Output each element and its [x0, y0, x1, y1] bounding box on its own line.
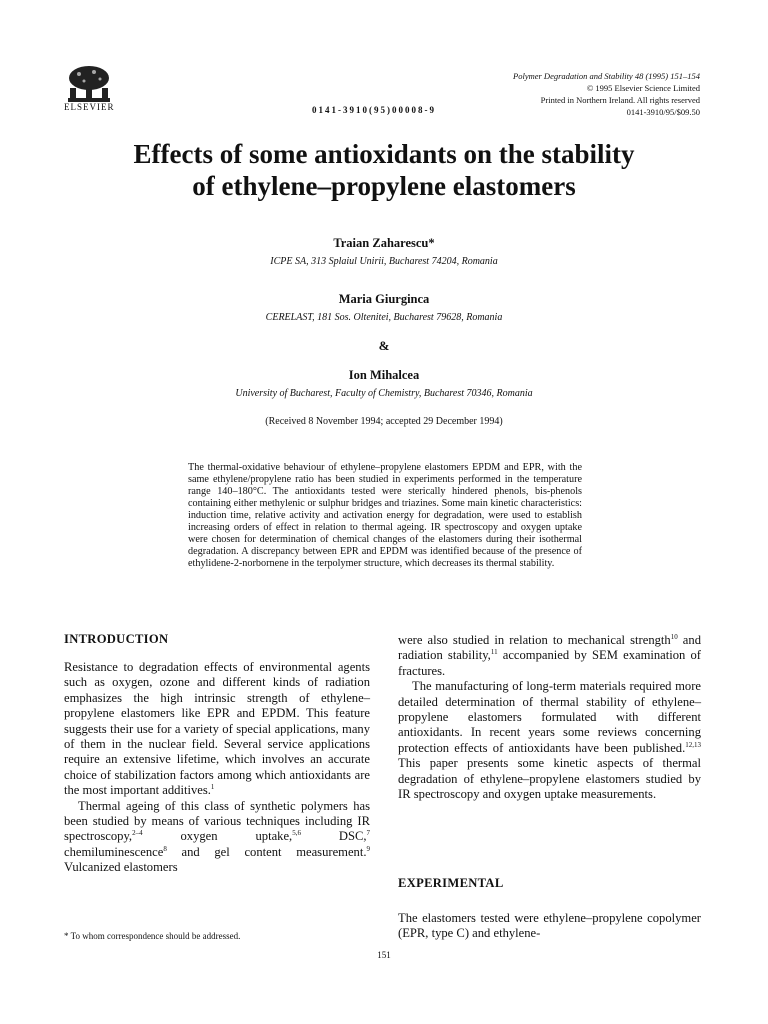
publisher-name: ELSEVIER: [64, 102, 115, 112]
copyright-line: © 1995 Elsevier Science Limited: [586, 83, 700, 93]
title-line-2: of ethylene–propylene elastomers: [192, 171, 576, 201]
author-affiliation: University of Bucharest, Faculty of Chemistry, Bucharest 70346, Romania: [235, 388, 533, 399]
doi-code: 0141-3910(95)00008-9: [312, 105, 436, 115]
journal-reference: Polymer Degradation and Stability 48 (1995) 151–154: [513, 71, 700, 81]
intro-paragraph-1: Resistance to degradation effects of environmental agents such as oxygen, ozone and different kinds of radiation emphasizes the high intrinsic strength of ethylene–propylene elastomers like EPR and EPDM. This feature suggests their use for a variety of special applications, many of them in the nuclear field. Several service applications require an extensive lifetime, which involves an accurate choice of stabilization factors among which antioxidants are the most important additives.$^1$: [64, 660, 370, 798]
left-column: [64, 660, 370, 876]
author-name: Maria Giurginca: [338, 292, 430, 306]
abstract: The thermal-oxidative behaviour of ethylene–propylene elastomers EPDM and EPR, with the same ethylene/propylene ratio has been studied in experiments performed in the temperature range 140–180°C. The antioxidants tested were sterically hindered phenols, bis-phenols containing either methylenic or sulphur bridges and triazines. Some main kinetic characteristics: induction time, relative activity and activation energy for degradation, were used to establish increasing orders of effect in relation to thermal ageing. IR spectroscopy and oxygen uptake were chosen for determination of chemical changes of the elastomers during their isothermal degradation. A discrepancy between EPR and EPDM was identified because of the presence of ethylidene-2-norbornene in the terpolymer structure, which decreases its thermal stability.: [188, 462, 582, 569]
correspondence-footnote: * To whom correspondence should be addressed.: [64, 931, 241, 941]
author-affiliation: ICPE SA, 313 Splaiul Unirii, Bucharest 74204, Romania: [270, 256, 498, 267]
journal-info: [440, 70, 700, 118]
page-number: 151: [377, 950, 391, 960]
section-heading-experimental: EXPERIMENTAL: [398, 876, 504, 890]
issn-price: 0141-3910/95/$09.50: [626, 107, 700, 117]
author-ampersand: &: [378, 338, 390, 353]
author-name: Traian Zaharescu*: [333, 236, 435, 250]
author-affiliation: CERELAST, 181 Sos. Oltenitei, Bucharest 79628, Romania: [265, 312, 503, 323]
paper-title: [40, 138, 728, 202]
intro-paragraph-2: Thermal ageing of this class of synthetic polymers has been studied by means of various techniques including IR spectroscopy,$^{2-4}$ oxygen uptake,$^{5,6}$ DSC,$^7$ chemiluminescence$^8$ and gel content measurement.$^9$ Vulcanized elastomers: [64, 798, 371, 875]
author-name: Ion Mihalcea: [348, 368, 420, 382]
right-column: [398, 633, 701, 802]
title-line-1: Effects of some antioxidants on the stability: [133, 139, 635, 169]
experimental-paragraph-1: The elastomers tested were ethylene–propylene copolymer (EPR, type C) and ethylene-: [398, 911, 701, 941]
printed-line: Printed in Northern Ireland. All rights reserved: [540, 95, 700, 105]
section-heading-introduction: INTRODUCTION: [64, 632, 169, 646]
intro-paragraph-3: were also studied in relation to mechanical strength$^{10}$ and radiation stability,$^{11}$ accompanied by SEM examination of fractures.: [398, 633, 701, 678]
received-dates: (Received 8 November 1994; accepted 29 December 1994): [265, 416, 503, 427]
intro-paragraph-4: The manufacturing of long-term materials required more detailed determination of thermal stability of ethylene–propylene elastomers formulated with different antioxidants. In recent years some reviews concerning protection effects of antioxidants have been published.$^{12,13}$ This paper presents some kinetic aspects of thermal degradation of ethylene–propylene elastomers studied by IR spectroscopy and oxygen uptake measurements.: [398, 679, 701, 802]
elsevier-logo: [64, 64, 114, 106]
